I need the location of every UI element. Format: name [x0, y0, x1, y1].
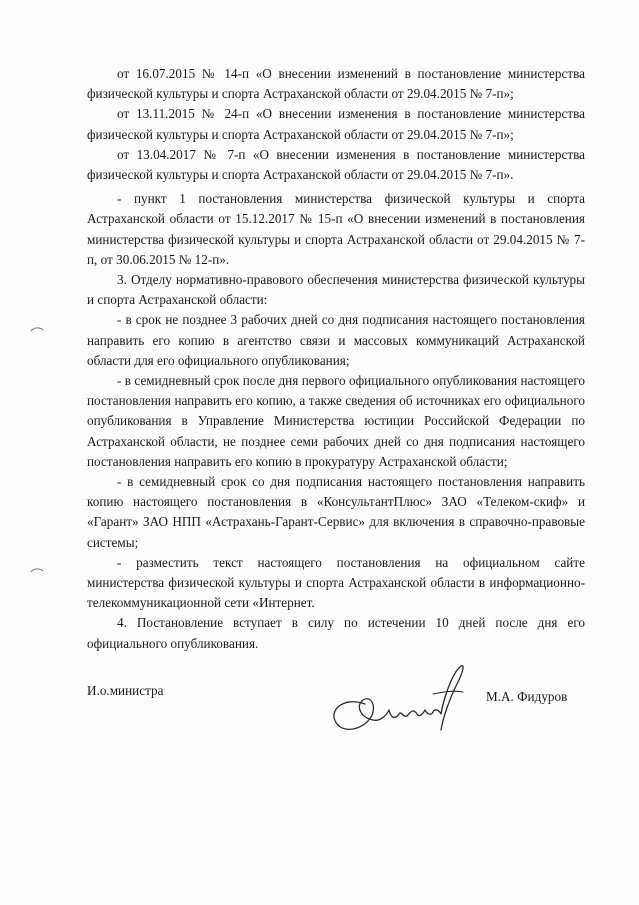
signatory-title: И.о.министра — [87, 683, 164, 698]
paragraph-website: - разместить текст настоящего постановления на официальном сайте министерства физической культуры и спорта Астраханской области в информационно-телекоммуникационной сети «Интернет. — [87, 554, 585, 611]
paragraph-point-1: - пункт 1 постановления министерства физической культуры и спорта Астраханской области от 15.12.2017 № 15-п «О внесении изменений в постановления министерства физической культуры и спорта Астраханской области от 29.04.2015 № 7-п, от 30.06.2015 № 12-п». — [87, 191, 585, 267]
paragraph-item-3: 3. Отделу нормативно-правового обеспечения министерства физической культуры и спорта Астраханской области: — [87, 272, 585, 308]
paragraph-item-4: 4. Постановление вступает в силу по истечении 10 дней после дня его официального опубликования. — [87, 615, 585, 651]
scan-artifact — [30, 326, 44, 332]
scan-artifact — [30, 567, 44, 573]
paragraph-legal-systems: - в семидневный срок со дня подписания настоящего постановления направить копию настоящего постановления в «КонсультантПлюс» ЗАО «Телеком-скиф» и «Гарант» ЗАО НПП «Астрахань-Гарант-Сервис» для включения в справочно-правовые системы; — [87, 474, 585, 550]
handwritten-signature — [325, 656, 475, 736]
document-body — [87, 64, 585, 654]
paragraph-publication-deadline: - в срок не позднее 3 рабочих дней со дня подписания настоящего постановления направить его копию в агентство связи и массовых коммуникаций Астраханской области для его официального опубликования; — [87, 312, 585, 368]
signatory-name: М.А. Фидуров — [486, 689, 568, 704]
paragraph-amendment-14p: от 16.07.2015 № 14-п «О внесении изменений в постановление министерства физической культуры и спорта Астраханской области от 29.04.2015 № 7-п»; — [87, 66, 585, 102]
paragraph-amendment-24p: от 13.11.2015 № 24-п «О внесении изменения в постановление министерства физической культуры и спорта Астраханской области от 29.04.2015 № 7-п»; — [87, 106, 585, 142]
paragraph-ministry-justice: - в семидневный срок после дня первого официального опубликования настоящего постановления направить его копию, а также сведения об источниках его официального опубликования в Управление Министерства юстиции Российской Федерации по Астраханской области, не позднее семи рабочих дней со дня подписания настоящего постановления направить его копию в прокуратуру Астраханской области; — [87, 373, 585, 469]
paragraph-amendment-7p: от 13.04.2017 № 7-п «О внесении изменения в постановление министерства физической культуры и спорта Астраханской области от 29.04.2015 № 7-п». — [87, 146, 585, 183]
